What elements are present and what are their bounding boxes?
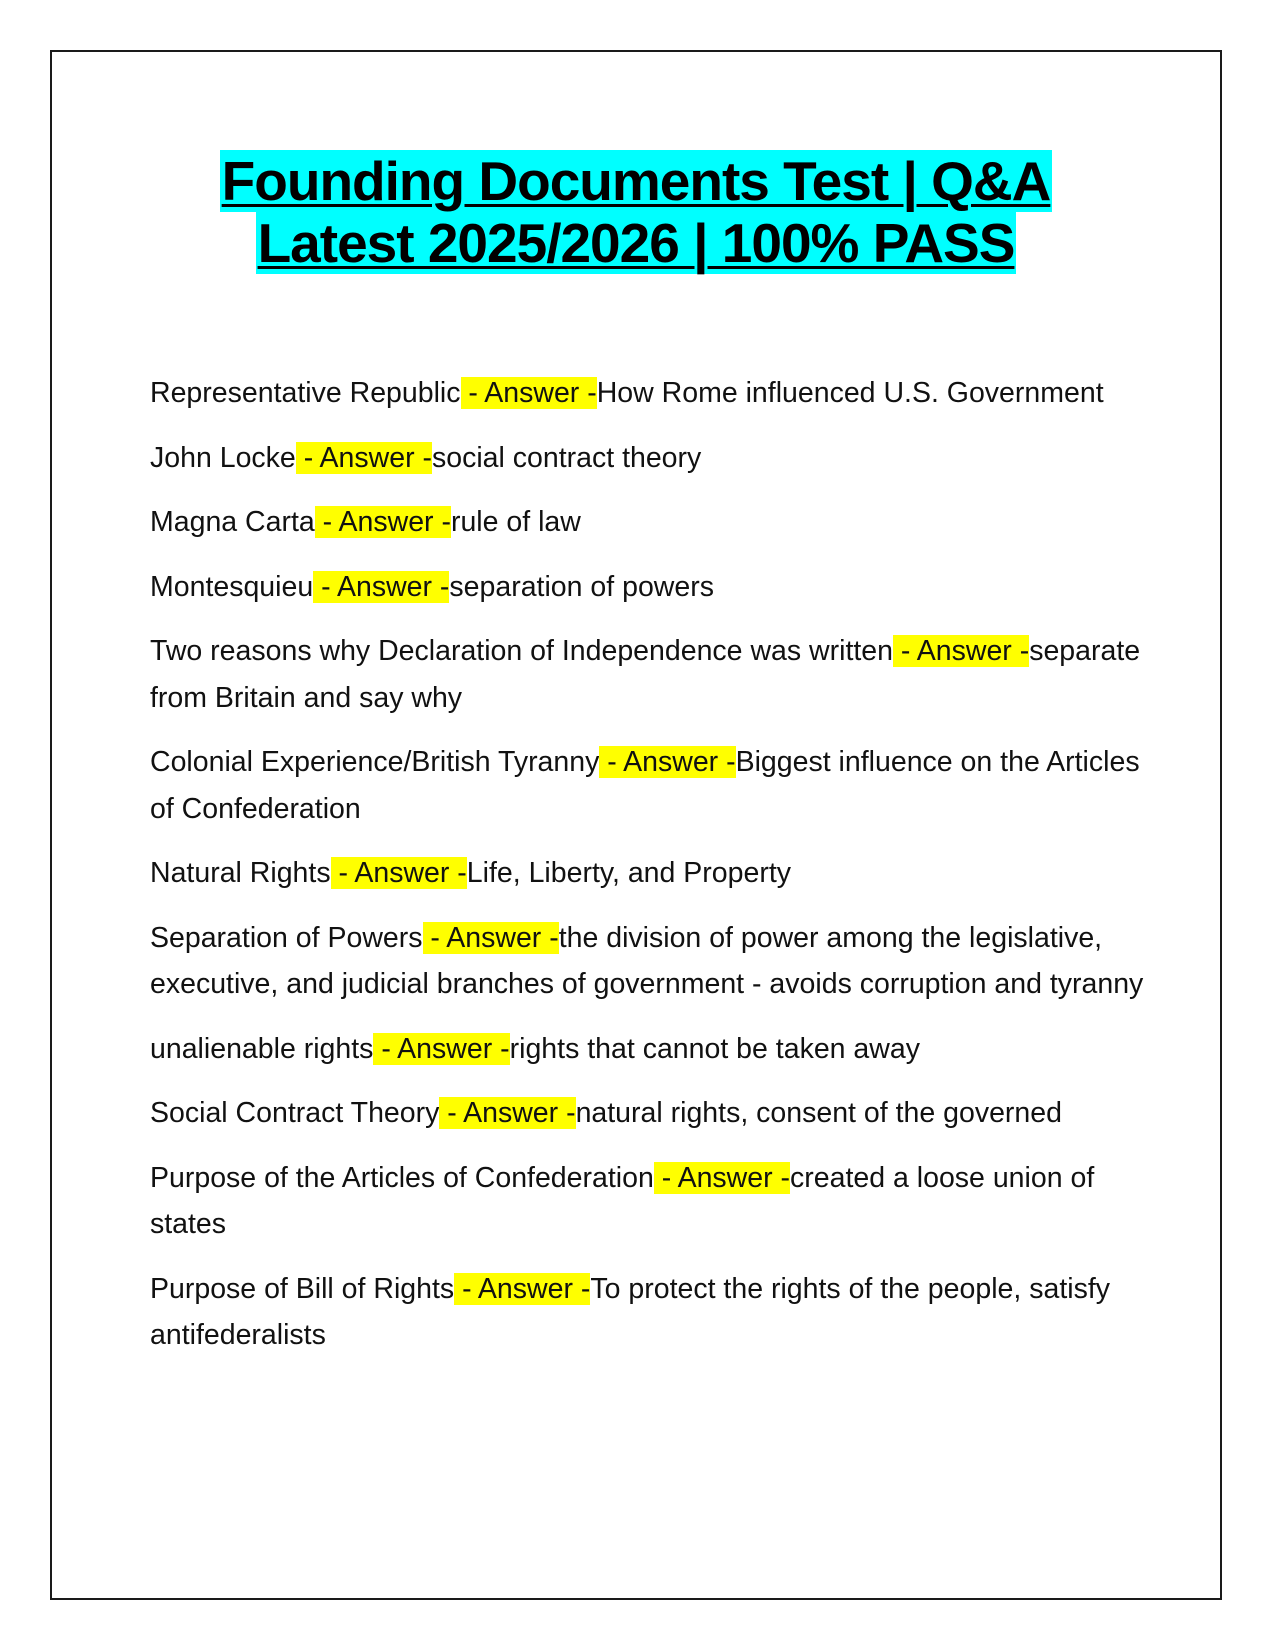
qa-item bbox=[150, 499, 1150, 546]
qa-term: Colonial Experience/British Tyranny bbox=[150, 746, 600, 778]
answer-marker: - Answer - bbox=[439, 1097, 576, 1129]
qa-term: Representative Republic bbox=[150, 377, 461, 409]
answer-marker: - Answer - bbox=[295, 441, 432, 474]
qa-term: Magna Carta bbox=[150, 506, 315, 538]
answer-marker: - Answer - bbox=[422, 921, 559, 954]
qa-answer: natural rights, consent of the governed bbox=[575, 1097, 1062, 1129]
qa-term: John Locke bbox=[150, 441, 296, 474]
qa-item bbox=[150, 915, 1150, 1008]
qa-answer: created a loose union of states bbox=[150, 1161, 1095, 1240]
qa-term: Purpose of Bill of Rights bbox=[150, 1272, 455, 1305]
qa-item bbox=[150, 628, 1150, 721]
title-line-2: Latest 2025/2026 | 100% PASS bbox=[257, 212, 1015, 274]
qa-term: Separation of Powers bbox=[150, 921, 423, 954]
qa-item bbox=[150, 435, 1150, 482]
qa-answer: the division of power among the legislative, executive, and judicial branches of government - avoids corruption and tyranny bbox=[150, 921, 1144, 1000]
qa-item bbox=[150, 1266, 1150, 1359]
qa-answer: rule of law bbox=[450, 506, 581, 538]
answer-marker: - Answer - bbox=[313, 570, 450, 603]
qa-term: unalienable rights bbox=[150, 1032, 374, 1065]
qa-item bbox=[150, 370, 1150, 417]
title-line-1: Founding Documents Test | Q&A bbox=[221, 150, 1051, 212]
qa-answer: separate from Britain and say why bbox=[150, 635, 1141, 714]
answer-marker: - Answer - bbox=[653, 1161, 791, 1194]
qa-answer: social contract theory bbox=[431, 441, 702, 474]
document-title bbox=[50, 150, 1222, 274]
qa-answer: Biggest influence on the Articles of Confederation bbox=[150, 746, 1140, 825]
qa-item bbox=[150, 1155, 1150, 1248]
answer-marker: - Answer - bbox=[330, 857, 467, 889]
answer-marker: - Answer - bbox=[893, 635, 1030, 667]
answer-marker: - Answer - bbox=[314, 506, 451, 538]
qa-term: Purpose of the Articles of Confederation bbox=[150, 1161, 654, 1194]
qa-item bbox=[150, 850, 1150, 897]
qa-term: Natural Rights bbox=[150, 857, 331, 889]
answer-marker: - Answer - bbox=[460, 377, 597, 409]
answer-marker: - Answer - bbox=[599, 746, 736, 778]
qa-term: Montesquieu bbox=[150, 570, 314, 603]
qa-answer: How Rome influenced U.S. Government bbox=[596, 377, 1104, 409]
qa-term: Two reasons why Declaration of Independence was written bbox=[150, 635, 893, 667]
qa-answer: rights that cannot be taken away bbox=[509, 1032, 920, 1065]
qa-item bbox=[150, 564, 1150, 611]
qa-item bbox=[150, 1026, 1150, 1073]
qa-item bbox=[150, 1090, 1150, 1137]
answer-marker: - Answer - bbox=[454, 1272, 591, 1305]
qa-term: Social Contract Theory bbox=[150, 1097, 440, 1129]
qa-item bbox=[150, 739, 1150, 832]
qa-answer: separation of powers bbox=[449, 570, 714, 603]
answer-marker: - Answer - bbox=[373, 1032, 510, 1065]
qa-answer: To protect the rights of the people, satisfy antifederalists bbox=[150, 1272, 1110, 1351]
qa-list bbox=[150, 370, 1150, 1377]
qa-answer: Life, Liberty, and Property bbox=[466, 857, 792, 889]
